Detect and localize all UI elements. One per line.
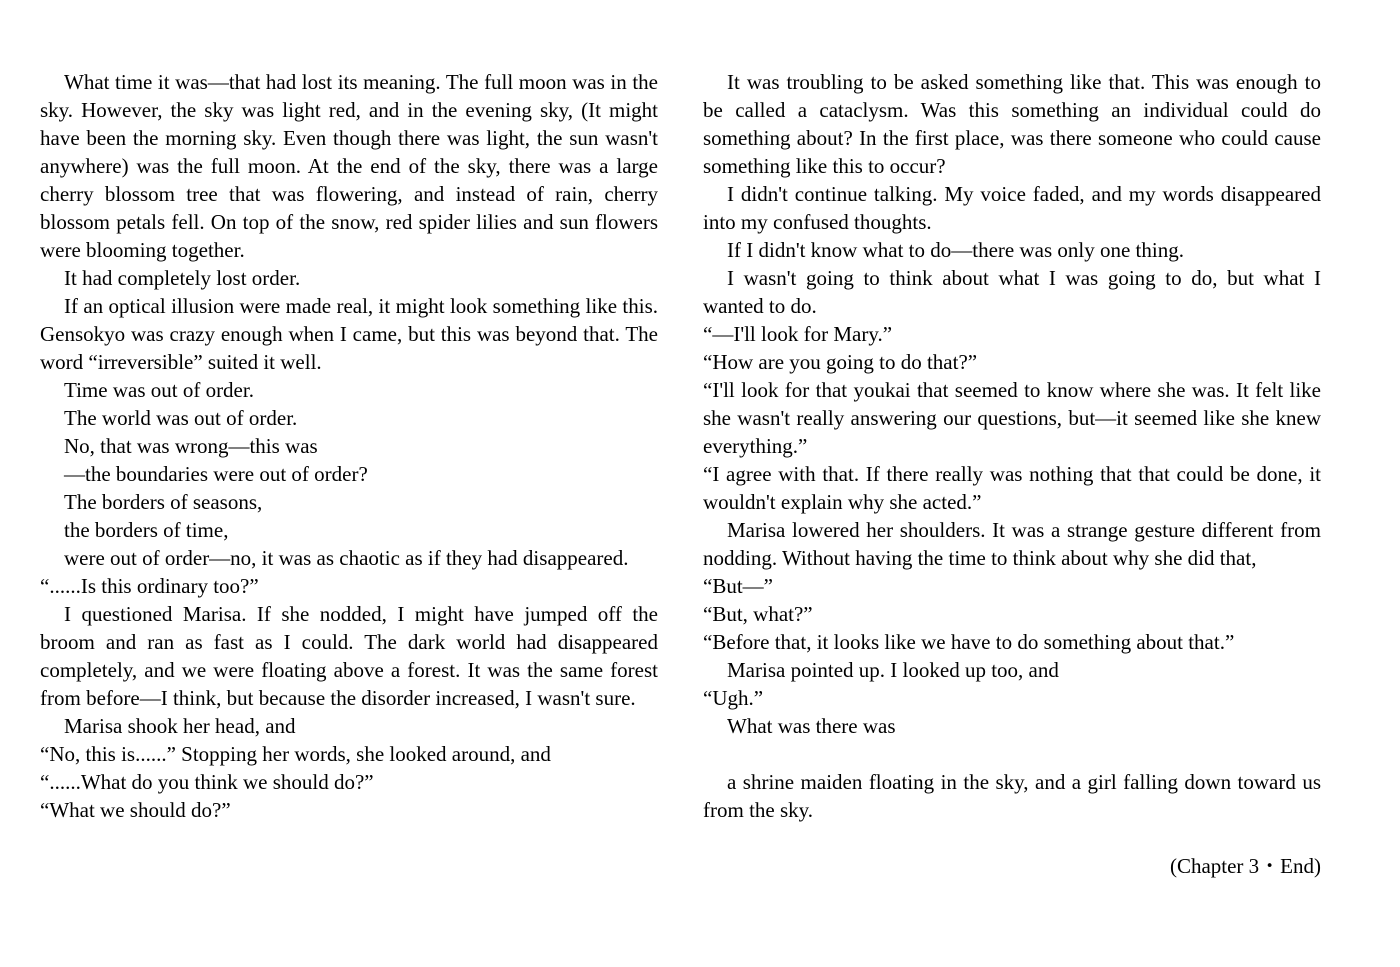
blank-line [703,740,1321,768]
paragraph: Marisa shook her head, and [64,714,296,738]
paragraph: “What we should do?” [40,798,231,822]
paragraph: I questioned Marisa. If she nodded, I might have jumped off the broom and ran as fast as I could. The dark world had disappeared completely, and we were floating above a forest. It was the same forest from before—I think, but because the disorder increased, I wasn't sure. [40,602,658,710]
paragraph: No, that was wrong—this was [64,434,318,458]
paragraph: a shrine maiden floating in the sky, and a girl falling down toward us from the sky. [703,770,1321,822]
paragraph: Time was out of order. [64,378,254,402]
paragraph: “How are you going to do that?” [703,350,978,374]
paragraph: I wasn't going to think about what I was going to do, but what I wanted to do. [703,266,1321,318]
paragraph: If an optical illusion were made real, it might look something like this. Gensokyo was crazy enough when I came, but this was beyond that. The word “irreversible” suited it well. [40,294,658,374]
paragraph: “But, what?” [703,602,813,626]
paragraph: What was there was [727,714,896,738]
paragraph: The world was out of order. [64,406,298,430]
paragraph: “No, this is......” Stopping her words, she looked around, and [40,742,551,766]
paragraph: The borders of seasons, [64,490,263,514]
paragraph: —the boundaries were out of order? [64,462,368,486]
paragraph: It had completely lost order. [64,266,301,290]
paragraph: I didn't continue talking. My voice faded, and my words disappeared into my confused thoughts. [703,182,1321,234]
paragraph: “Before that, it looks like we have to do something about that.” [703,630,1235,654]
paragraph: It was troubling to be asked something like that. This was enough to be called a cataclysm. Was this something an individual could do something about? In the first place, was there someone who could cause something like this to occur? [703,70,1321,178]
paragraph: were out of order—no, it was as chaotic as if they had disappeared. [64,546,629,570]
paragraph: “But—” [703,574,773,598]
paragraph: “Ugh.” [703,686,764,710]
paragraph: Marisa pointed up. I looked up too, and [727,658,1059,682]
paragraph: Marisa lowered her shoulders. It was a strange gesture different from nodding. Without having the time to think about why she did that, [703,518,1321,570]
left-text-column [40,68,658,824]
paragraph: “......What do you think we should do?” [40,770,374,794]
right-text-column [703,68,1321,880]
paragraph: “—I'll look for Mary.” [703,322,893,346]
paragraph: “......Is this ordinary too?” [40,574,259,598]
chapter-end-note: (Chapter 3・End) [1169,854,1321,878]
paragraph: If I didn't know what to do—there was only one thing. [727,238,1184,262]
paragraph: “I'll look for that youkai that seemed to know where she was. It felt like she wasn't really answering our questions, but—it seemed like she knew everything.” [703,378,1321,458]
blank-line [703,824,1321,852]
paragraph: “I agree with that. If there really was nothing that that could be done, it wouldn't explain why she acted.” [703,462,1321,514]
paragraph: What time it was—that had lost its meaning. The full moon was in the sky. However, the sky was light red, and in the evening sky, (It might have been the morning sky. Even though there was light, the sun wasn't anywhere) was the full moon. At the end of the sky, there was a large cherry blossom tree that was flowering, and instead of rain, cherry blossom petals fell. On top of the snow, red spider lilies and sun flowers were blooming together. [40,70,658,262]
paragraph: the borders of time, [64,518,229,542]
